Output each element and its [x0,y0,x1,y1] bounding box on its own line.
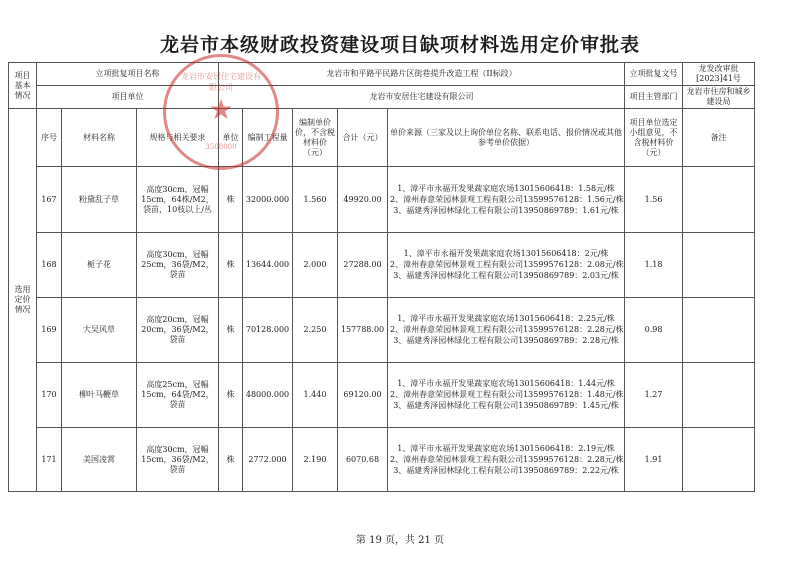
table-row [9,428,755,492]
row-name: 粉黛乱子草 [62,167,137,233]
row-total: 6070.68 [338,428,388,492]
source-line: 1、漳平市永福开发果蔬家庭农场13015606418：1.44元/株 [397,379,615,388]
source-line: 2、漳州春意荣园林景观工程有限公司13599576128：2.28元/株 [390,325,624,334]
project-unit-value: 龙岩市安居住宅建设有限公司 [219,86,625,109]
table-row [9,167,755,233]
table-header-row [9,109,755,167]
row-name: 栀子花 [62,233,137,298]
seal-ring-text: 龙岩市安居住宅建设有限公司 [181,72,261,92]
row-proposed: 1.18 [625,233,683,298]
row-spec: 高度30cm，冠幅15cm，64株/M2，袋苗，10枝以上/丛 [137,167,219,233]
header-remark: 备注 [683,109,755,167]
row-price: 2.250 [293,298,338,363]
row-remark [683,363,755,428]
source-line: 3、福建秀泽园林绿化工程有限公司13950869789：2.22元/株 [393,465,619,475]
row-total: 69120.00 [338,363,388,428]
row-qty: 32000.000 [243,167,293,233]
row-name: 大吴风草 [62,298,137,363]
row-sources [388,363,625,428]
row-spec: 高度30cm，冠幅15cm，36袋/M2，袋苗 [137,428,219,492]
source-line: 3、福建秀泽园林绿化工程有限公司13950869789：2.03元/株 [393,271,619,280]
header-unit: 单位 [219,109,243,167]
row-price: 2.000 [293,233,338,298]
approval-name-value: 龙岩市和平路平民路片区街巷提升改造工程（II标段） [219,63,625,86]
row-total: 157788.00 [338,298,388,363]
row-proposed: 1.27 [625,363,683,428]
row-proposed: 1.91 [625,428,683,492]
basic-info-section-label: 项目基本情况 [9,63,37,109]
row-price: 2.190 [293,428,338,492]
row-unit: 株 [219,363,243,428]
row-seq: 168 [37,233,62,298]
row-qty: 13644.000 [243,233,293,298]
project-unit-row [9,86,755,109]
source-line: 3、福建秀泽园林绿化工程有限公司13950869789：1.45元/株 [393,401,619,410]
row-remark [683,167,755,233]
row-sources [388,428,625,492]
header-qty: 编制工程量 [243,109,293,167]
source-line: 2、漳州春意荣园林景观工程有限公司13599576128：1.56元/株 [390,194,624,204]
row-price: 1.560 [293,167,338,233]
row-seq: 171 [37,428,62,492]
row-name: 柳叶马鞭草 [62,363,137,428]
row-remark [683,428,755,492]
source-line: 2、漳州春意荣园林景观工程有限公司13599576128：2.28元/株 [390,454,624,464]
source-line: 1、漳平市永福开发果蔬家庭农场13015606418：1.58元/株 [397,183,615,193]
header-price: 编制单价价，不含税材料价（元） [293,109,338,167]
approval-doc-value: 龙发改审批[2023]41号 [683,63,755,86]
header-total: 合计（元） [338,109,388,167]
source-line: 1、漳平市永福开发果蔬家庭农场13015606418：2.19元/株 [397,443,615,453]
header-seq: 序号 [37,109,62,167]
row-qty: 70128.000 [243,298,293,363]
header-spec: 规格与相关要求 [137,109,219,167]
dept-value: 龙岩市住房和城乡建设局 [683,86,755,109]
row-unit: 株 [219,233,243,298]
table-row [9,363,755,428]
source-line: 1、漳平市永福开发果蔬家庭农场13015606418：2元/株 [403,249,609,258]
project-unit-label: 项目单位 [37,86,219,109]
table-row [9,233,755,298]
row-sources [388,298,625,363]
row-total: 27288.00 [338,233,388,298]
row-qty: 48000.000 [243,363,293,428]
page-title: 龙岩市本级财政投资建设项目缺项材料选用定价审批表 [159,34,640,56]
row-total: 49920.00 [338,167,388,233]
approval-name-label: 立项批复项目名称 [37,63,219,86]
table-row [9,298,755,363]
row-unit: 株 [219,167,243,233]
source-line: 2、漳州春意荣园林景观工程有限公司13599576128：1.48元/株 [390,390,624,399]
seal-code: 3508000 [205,143,237,151]
row-seq: 170 [37,363,62,428]
row-seq: 169 [37,298,62,363]
row-sources [388,167,625,233]
approval-name-row [9,63,755,86]
row-proposed: 1.56 [625,167,683,233]
approval-doc-label: 立项批复文号 [625,63,683,86]
row-name: 美国凌霄 [62,428,137,492]
row-remark [683,298,755,363]
row-spec: 高度20cm，冠幅20cm，36袋/M2，袋苗 [137,298,219,363]
source-line: 3、福建秀泽园林绿化工程有限公司13950869789：2.28元/株 [393,336,619,345]
row-spec: 高度30cm，冠幅25cm，36袋/M2，袋苗 [137,233,219,298]
header-source: 单价来源（三家及以上询价单位名称、联系电话、报价情况或其他参考单价依据） [388,109,625,167]
row-sources [388,233,625,298]
source-line: 1、漳平市永福开发果蔬家庭农场13015606418：2.25元/株 [397,314,615,323]
row-proposed: 0.98 [625,298,683,363]
header-proposed: 项目单位选定小组意见，不含税材料价（元） [625,109,683,167]
row-price: 1.440 [293,363,338,428]
row-unit: 株 [219,428,243,492]
source-line: 2、漳州春意荣园林景观工程有限公司13599576128：2.08元/株 [390,260,624,269]
row-remark [683,233,755,298]
pricing-section-label: 选用定价情况 [9,109,37,492]
header-name: 材料名称 [62,109,137,167]
row-qty: 2772.000 [243,428,293,492]
row-seq: 167 [37,167,62,233]
seal-star-icon: ★ [208,93,234,126]
source-line: 3、福建秀泽园林绿化工程有限公司13950869789：1.61元/株 [393,205,619,215]
dept-label: 项目主管部门 [625,86,683,109]
page-number: 第 19 页，共 21 页 [355,535,445,546]
approval-table [8,62,755,492]
row-unit: 株 [219,298,243,363]
row-spec: 高度25cm，冠幅15cm，64袋/M2，袋苗 [137,363,219,428]
